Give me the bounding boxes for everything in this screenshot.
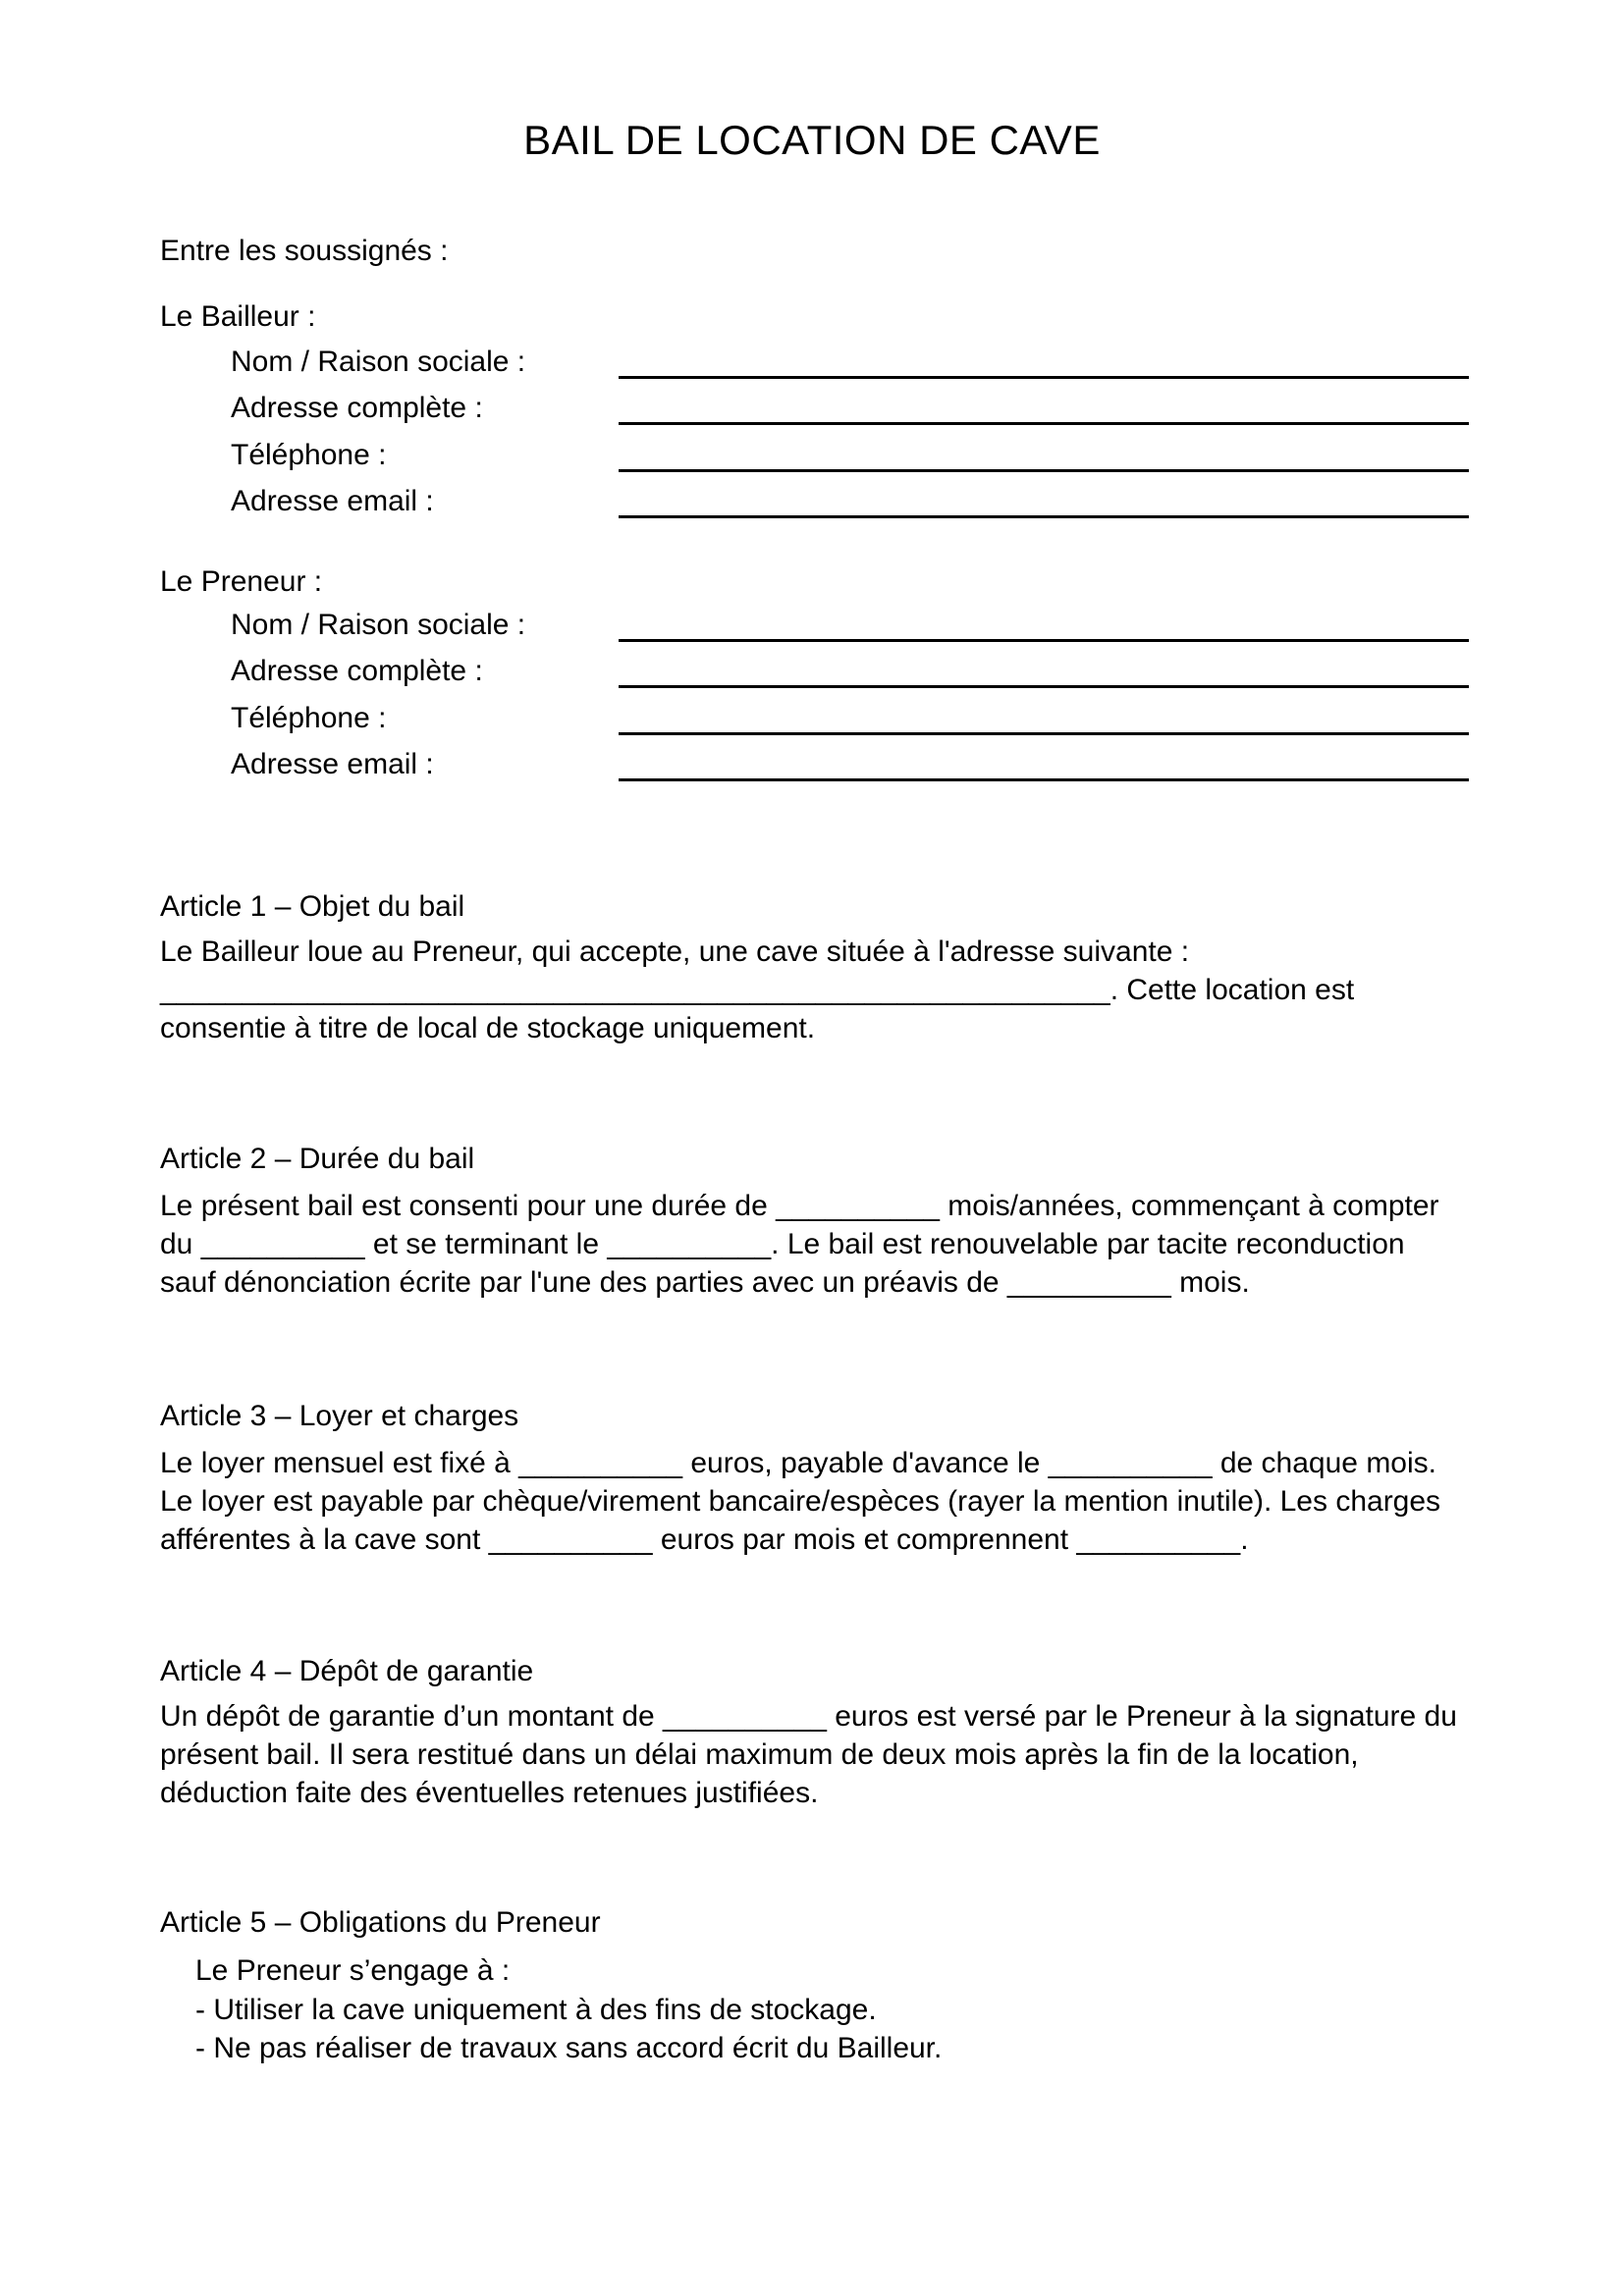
preneur-fields — [160, 595, 1469, 781]
article-5-line: - Utiliser la cave uniquement à des fins de stockage. — [195, 1993, 877, 2026]
field-label: Téléphone : — [231, 438, 387, 471]
field-row — [160, 642, 1469, 689]
article-4-heading: Article 4 – Dépôt de garantie — [160, 1655, 534, 1687]
field-row — [160, 595, 1469, 642]
article-3-heading: Article 3 – Loyer et charges — [160, 1400, 519, 1432]
article-5-line: - Ne pas réaliser de travaux sans accord écrit du Bailleur. — [195, 2032, 943, 2064]
article-2-body: Le présent bail est consenti pour une durée de __________ mois/années, commençant à compter du __________ et se terminant le __________. Le bail est renouvelable par tacite reconduction sauf dénonciation écrite par l'une des parties avec un préavis de __________ mois. — [160, 1190, 1439, 1299]
field-blank-line[interactable] — [619, 515, 1469, 518]
article-1-body: Le Bailleur loue au Preneur, qui accepte, une cave située à l'adresse suivante : __________________________________________________________. Cette location est consentie à titre de local de stockage uniquement. — [160, 935, 1355, 1044]
field-row — [160, 688, 1469, 735]
field-label: Téléphone : — [231, 701, 387, 734]
party-title-bailleur: Le Bailleur : — [160, 300, 316, 333]
intro-text: Entre les soussignés : — [160, 235, 449, 267]
party-title-preneur: Le Preneur : — [160, 565, 323, 598]
article-5-heading: Article 5 – Obligations du Preneur — [160, 1906, 601, 1939]
bailleur-fields — [160, 332, 1469, 518]
field-label: Adresse complète : — [231, 655, 483, 687]
article-5-line: Le Preneur s’engage à : — [195, 1954, 511, 1987]
field-row — [160, 425, 1469, 472]
article-4-body: Un dépôt de garantie d’un montant de __________ euros est versé par le Preneur à la signature du présent bail. Il sera restitué dans un délai maximum de deux mois après la fin de la location, déduction faite des éventuelles retenues justifiées. — [160, 1700, 1457, 1809]
field-label: Adresse complète : — [231, 392, 483, 424]
field-label: Adresse email : — [231, 748, 434, 780]
doc-title: BAIL DE LOCATION DE CAVE — [523, 117, 1101, 163]
field-label: Nom / Raison sociale : — [231, 345, 526, 378]
field-label: Nom / Raison sociale : — [231, 608, 526, 641]
field-label: Adresse email : — [231, 485, 434, 517]
field-row — [160, 379, 1469, 426]
article-5-body — [195, 1951, 1462, 2068]
article-3-body: Le loyer mensuel est fixé à __________ euros, payable d'avance le __________ de chaque mois. Le loyer est payable par chèque/virement bancaire/espèces (rayer la mention inutile). Les charges afférentes à la cave sont __________ euros par mois et comprennent __________. — [160, 1447, 1441, 1556]
field-blank-line[interactable] — [619, 778, 1469, 781]
field-row — [160, 472, 1469, 519]
field-row — [160, 735, 1469, 782]
article-2-heading: Article 2 – Durée du bail — [160, 1143, 475, 1175]
field-row — [160, 332, 1469, 379]
article-1-heading: Article 1 – Objet du bail — [160, 890, 465, 923]
